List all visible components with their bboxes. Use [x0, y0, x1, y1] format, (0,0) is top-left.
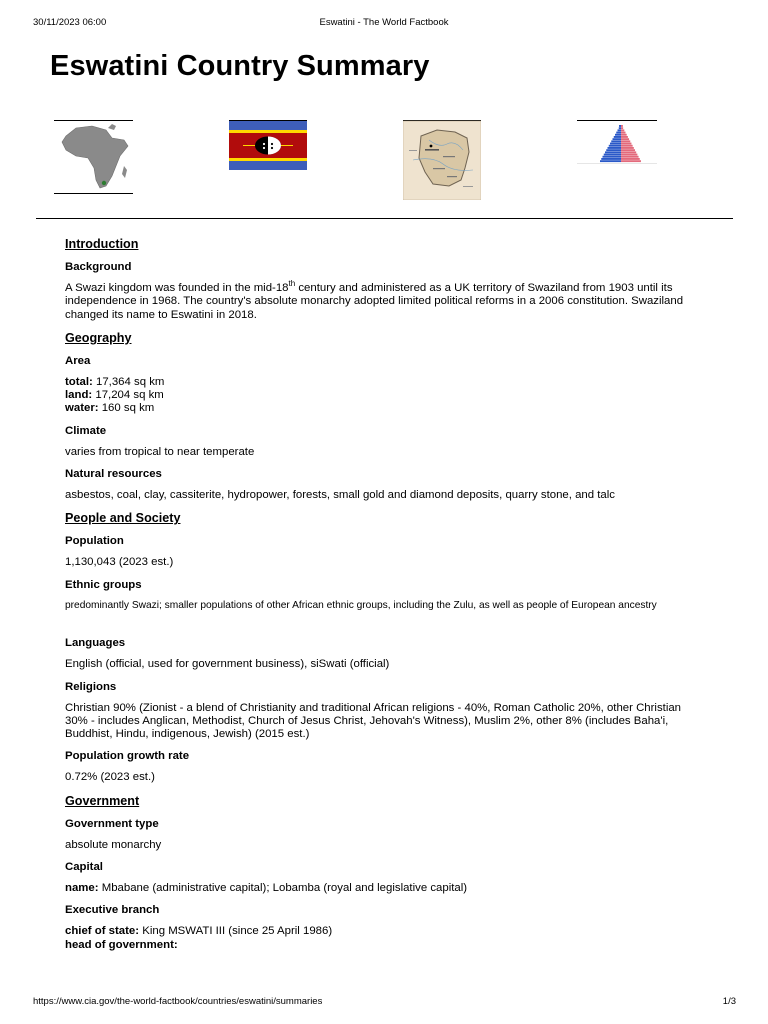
head-of-government — [65, 939, 705, 952]
section-heading-people-and-society: People and Society — [65, 511, 181, 526]
field-label-area: Area — [65, 354, 91, 367]
area-water — [65, 402, 705, 415]
pyramid-bar-male — [601, 158, 621, 160]
flag-icon[interactable] — [229, 120, 307, 170]
chief-of-state — [65, 925, 705, 938]
pyramid-bar-female — [621, 134, 627, 136]
pyramid-bar-female — [621, 132, 626, 134]
background-superscript: th — [288, 279, 296, 289]
kv-value: 17,204 sq km — [92, 389, 164, 402]
pyramid-bar-male — [613, 138, 622, 140]
print-url: https://www.cia.gov/the-world-factbook/countries/eswatini/summaries — [33, 996, 323, 1007]
section-heading-government: Government — [65, 793, 140, 808]
pyramid-bar-male — [618, 129, 622, 131]
pyramid-bar-male — [615, 134, 621, 136]
section-heading-geography: Geography — [65, 330, 132, 345]
print-date: 30/11/2023 06:00 — [33, 17, 107, 28]
pyramid-bar-male — [616, 132, 621, 134]
field-label-capital: Capital — [65, 861, 103, 874]
pyramid-bar-male — [603, 156, 622, 158]
field-label-natural-resources: Natural resources — [65, 468, 162, 481]
pyramid-bar-female — [621, 143, 631, 145]
print-header — [0, 17, 768, 31]
field-label-ethnic-groups: Ethnic groups — [65, 578, 142, 591]
pyramid-bar-male — [604, 154, 621, 156]
area-values — [65, 376, 705, 416]
pyramid-bar-female — [621, 127, 623, 129]
summary-content — [65, 236, 705, 960]
pyramid-bar-female — [621, 136, 628, 138]
pyramid-bar-female — [621, 129, 624, 131]
climate-text: varies from tropical to near temperate — [65, 445, 255, 458]
field-label-languages: Languages — [65, 637, 126, 650]
pyramid-bar-female — [621, 138, 629, 140]
pyramid-bar-female — [621, 125, 623, 127]
kv-key: total: — [65, 375, 93, 388]
pyramid-bar-male — [600, 160, 621, 162]
ethnic-groups-text: predominantly Swazi; smaller populations of other African ethnic groups, including the Zulu, as well as people of European ancestry — [65, 599, 657, 611]
field-label-climate: Climate — [65, 424, 107, 437]
pyramid-bar-female — [621, 151, 636, 153]
government-type-text: absolute monarchy — [65, 838, 162, 851]
pyramid-bar-male — [619, 127, 621, 129]
area-total — [65, 376, 705, 389]
pyramid-bar-male — [619, 125, 621, 127]
pyramid-bar-female — [621, 147, 634, 149]
section-heading-introduction: Introduction — [65, 237, 139, 251]
pyramid-bar-female — [621, 158, 640, 160]
population-text: 1,130,043 (2023 est.) — [65, 556, 174, 569]
field-label-executive-branch: Executive branch — [65, 904, 160, 917]
kv-key: head of government: — [65, 938, 178, 951]
kv-key: name: — [65, 882, 99, 895]
print-footer — [0, 996, 768, 1010]
field-label-population: Population — [65, 535, 124, 548]
pyramid-bar-female — [621, 156, 639, 158]
executive-branch-values — [65, 925, 705, 952]
pyramid-bar-female — [621, 154, 637, 156]
locator-map-icon[interactable] — [54, 120, 133, 194]
pyramid-bar-male — [605, 151, 621, 153]
pyramid-bar-male — [608, 147, 622, 149]
pyramid-bar-female — [621, 145, 633, 147]
pyramid-bar-female — [621, 149, 635, 151]
kv-value: 160 sq km — [98, 402, 155, 415]
pyramid-bar-male — [610, 143, 621, 145]
field-label-government-type: Government type — [65, 817, 159, 830]
field-label-population-growth-rate: Population growth rate — [65, 750, 190, 763]
capital-text — [65, 882, 705, 895]
population-pyramid-icon[interactable] — [577, 120, 657, 166]
religions-text: Christian 90% (Zionist - a blend of Christianity and traditional African religions - 40%, Roman Catholic 20%, other Christian 30% - includes Anglican, Methodist, Church of Jesus Christ, Jehovah's Witness), Muslim 2%, other 8% (includes Baha'i, Buddhist, Hindu, indigenous, Jewish) (2015 est.) — [65, 701, 682, 741]
kv-value: King MSWATI III (since 25 April 1986) — [139, 925, 333, 938]
kv-key: land: — [65, 389, 93, 402]
header-divider — [36, 218, 733, 219]
field-label-background: Background — [65, 261, 132, 273]
pyramid-bar-male — [606, 149, 621, 151]
kv-value: Mbabane (administrative capital); Lobamba (royal and legislative capital) — [98, 882, 468, 895]
pyramid-bar-male — [609, 145, 621, 147]
pyramid-bar-male — [614, 136, 621, 138]
kv-key: water: — [65, 402, 99, 415]
population-growth-rate-text: 0.72% (2023 est.) — [65, 771, 155, 784]
kv-key: chief of state: — [65, 925, 140, 938]
field-label-religions: Religions — [65, 680, 117, 693]
kv-value: 17,364 sq km — [92, 375, 165, 388]
languages-text: English (official, used for government business), siSwati (official) — [65, 658, 390, 671]
print-page-number: 1/3 — [722, 996, 736, 1007]
area-land — [65, 389, 705, 402]
background-text-part: A Swazi kingdom was founded in the mid-18 — [65, 282, 289, 294]
pyramid-bar-male — [611, 140, 621, 142]
natural-resources-text: asbestos, coal, clay, cassiterite, hydropower, forests, small gold and diamond deposits, quarry stone, and talc — [65, 489, 615, 502]
background-text-part: century and administered as a UK territory of Swaziland from 1903 until its independence in 1968. The country's absolute monarchy adopted limited political reforms in a 2006 constitution. Swaziland changed its name to Eswatini in 2018. — [65, 282, 684, 321]
pyramid-bar-female — [621, 160, 641, 162]
image-strip — [0, 120, 768, 204]
country-map-icon[interactable] — [403, 120, 481, 200]
print-page-title: Eswatini - The World Factbook — [319, 17, 449, 28]
page-title: Eswatini Country Summary — [50, 50, 430, 82]
pyramid-bar-female — [621, 140, 630, 142]
background-text — [65, 279, 705, 322]
